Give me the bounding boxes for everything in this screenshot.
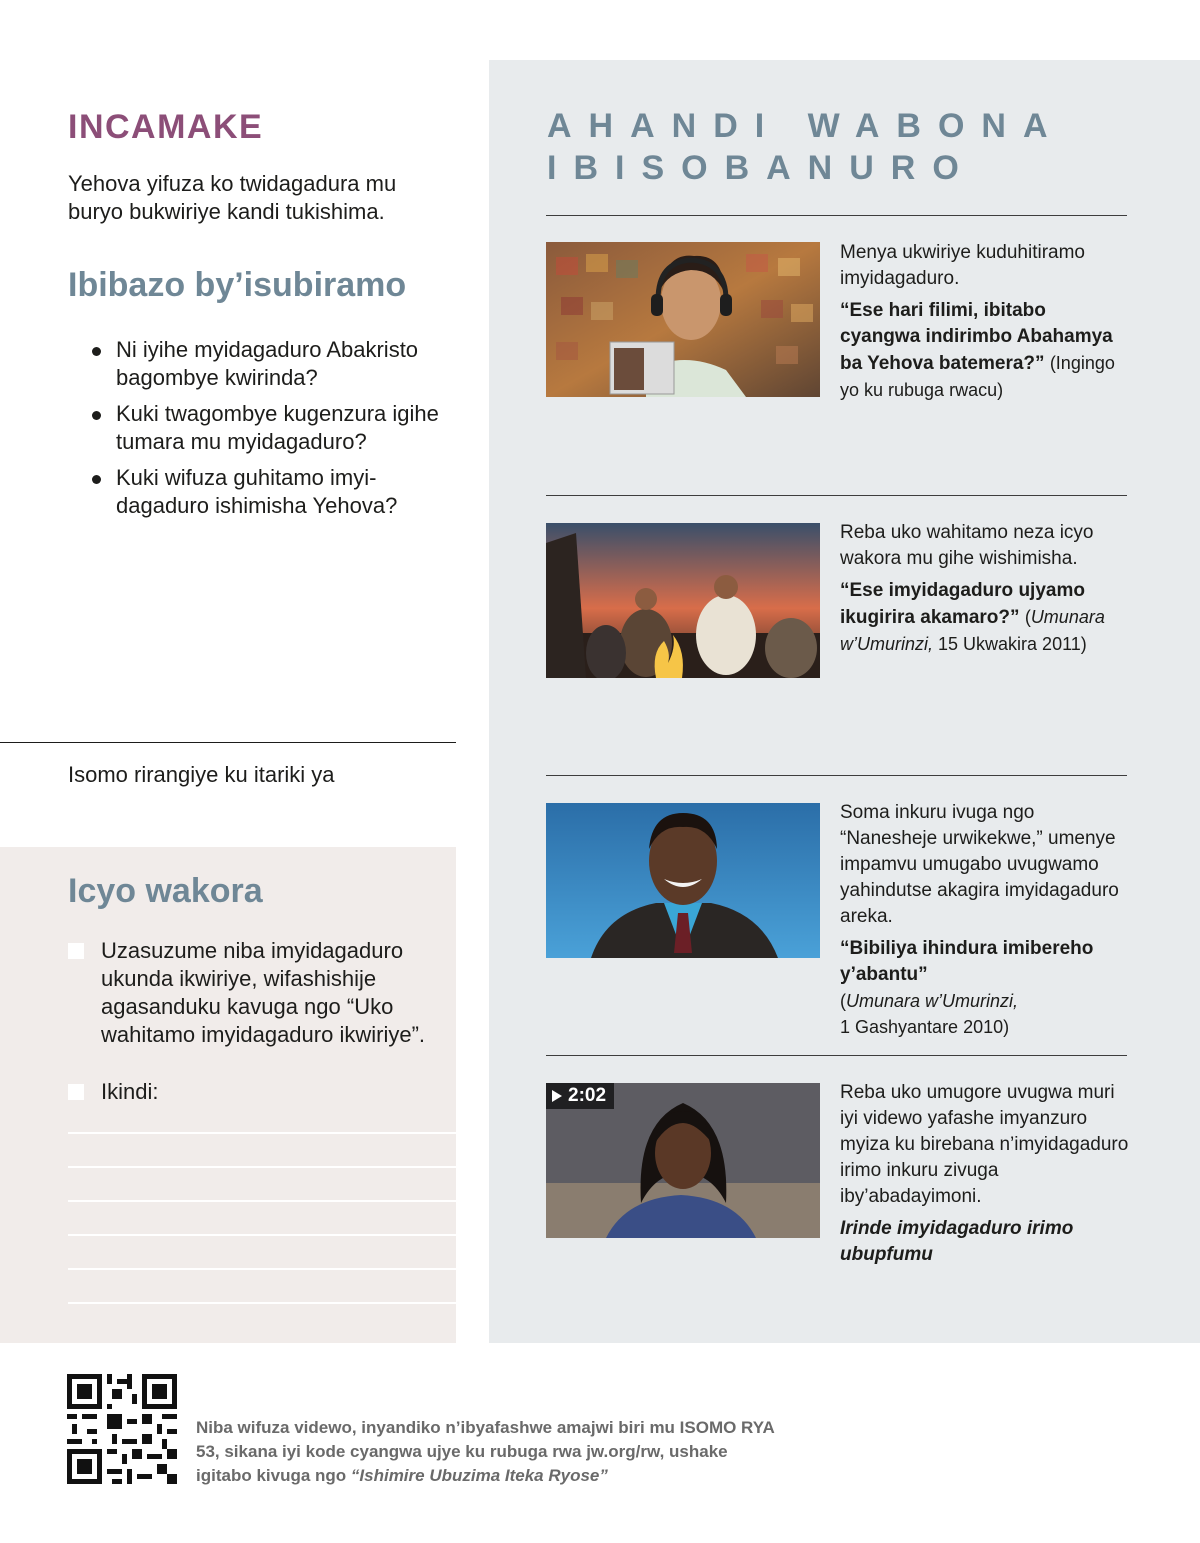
video-duration-badge: 2:02 [546, 1083, 614, 1109]
write-line[interactable] [68, 1166, 456, 1168]
action-checkbox-other[interactable]: Ikindi: [68, 1078, 458, 1106]
bullet-icon [92, 475, 101, 484]
divider [546, 495, 1127, 496]
entry-description: Reba uko umugore uvugwa muri iyi videwo yafashe imyanzuro myiza ku birebana n’imyidagaduro irimo inkuru zivuga iby’abadayimoni. [840, 1082, 1129, 1207]
entry-link[interactable]: Irinde imyidagaduro irimo ubupfumu [840, 1218, 1074, 1265]
write-line[interactable] [68, 1132, 456, 1134]
divider [546, 215, 1127, 216]
review-title: Ibibazo by’isubiramo [68, 266, 407, 304]
entry-link[interactable]: “Bibiliya ihindura imibereho y’abantu” [840, 938, 1094, 985]
video-thumbnail-woman[interactable] [546, 1083, 820, 1238]
entry-link[interactable]: “Ese hari filimi, ibitabo cyangwa indirimbo Abahamya ba Yehova batemera?” (Ingingo yo ku rubuga rwacu) [840, 300, 1115, 400]
entry-source: (Umunara w’Umurinzi, 1 Gashyantare 2010) [840, 991, 1019, 1037]
divider [0, 742, 456, 743]
entry-source: (Ingingo yo ku rubuga rwacu) [840, 353, 1115, 400]
action-checkbox-item[interactable]: Uzasuzume niba imyidagaduro ukunda ikwiriye, wifashishije agasanduku kavuga ngo “Uko wahitamo imyidagaduro ikwiriye”. [68, 937, 458, 1049]
divider [546, 775, 1127, 776]
write-line[interactable] [68, 1234, 456, 1236]
explore-entry [840, 1080, 1130, 1268]
completion-date-label: Isomo rirangiye ku itariki ya [68, 762, 335, 787]
checkbox-icon[interactable] [68, 1084, 84, 1100]
checkbox-icon[interactable] [68, 943, 84, 959]
write-line[interactable] [68, 1200, 456, 1202]
write-line[interactable] [68, 1302, 456, 1304]
action-title: Icyo wakora [68, 872, 263, 910]
write-line[interactable] [68, 1268, 456, 1270]
thumbnail-smiling-man[interactable] [546, 803, 820, 958]
footer-note: Niba wifuza videwo, inyandiko n’ibyafashwe amajwi biri mu ISOMO RYA 53, sikana iyi kode cyangwa ujye ku rubuga rwa jw.org/rw, ushake igitabo kivuga ngo “Ishimire Ubuzima Iteka Ryose” [196, 1418, 775, 1485]
explore-entry [840, 240, 1130, 404]
review-item: Ni iyihe myidagaduro Abakristo bagombye kwirinda? [92, 336, 462, 392]
play-icon[interactable] [552, 1090, 562, 1102]
qr-code[interactable] [67, 1374, 177, 1484]
entry-description: Menya ukwiriye kuduhitiramo imyidagaduro. [840, 242, 1085, 289]
thumbnail-man-headphones[interactable] [546, 242, 820, 397]
explore-title: AHANDI WABONA IBISOBANURO [547, 107, 1064, 187]
bullet-icon [92, 347, 101, 356]
explore-entry [840, 520, 1130, 658]
review-item: Kuki twagombye kugenzura igihe tumara mu myidagaduro? [92, 400, 462, 456]
entry-description: Reba uko wahitamo neza icyo wakora mu gihe wishimisha. [840, 522, 1094, 569]
summary-title: INCAMAKE [68, 108, 264, 146]
entry-description: Soma inkuru ivuga ngo “Nanesheje urwikekwe,” umenye impamvu umugabo uvugwamo yahindutse akagira imyidagaduro areka. [840, 802, 1119, 927]
divider [546, 1055, 1127, 1056]
explore-entry [840, 800, 1130, 1040]
review-list [92, 336, 462, 528]
entry-source: (Umunara w’Umurinzi, 15 Ukwakira 2011) [840, 607, 1105, 654]
thumbnail-campfire[interactable] [546, 523, 820, 678]
review-item: Kuki wifuza guhitamo imyidagaduro ishimisha Yehova? [92, 464, 462, 520]
entry-link[interactable]: “Ese imyidagaduro ujyamo ikugirira akamaro?” (Umunara w’Umurinzi, 15 Ukwakira 2011) [840, 580, 1105, 654]
bullet-icon [92, 411, 101, 420]
summary-text: Yehova yifuza ko twidagadura mu buryo bukwiriye kandi tukishima. [68, 171, 397, 224]
